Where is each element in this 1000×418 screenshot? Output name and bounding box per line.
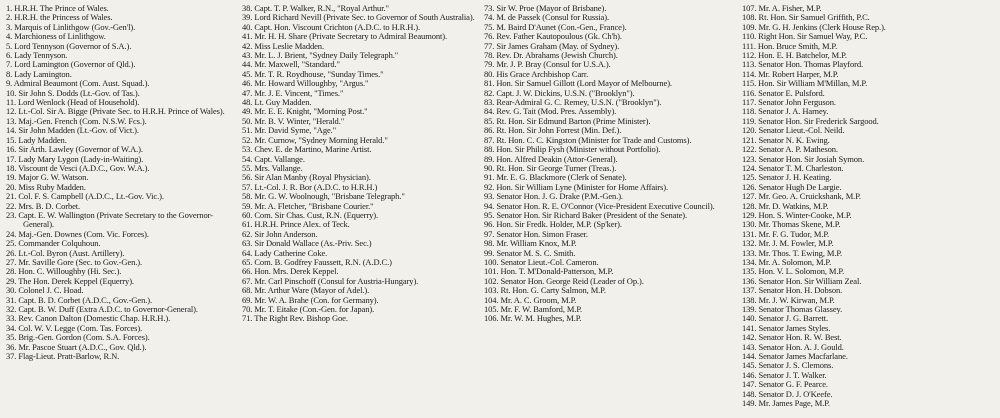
legend-entry: 78. Rev. Dr. Abrahams (Jewish Church). <box>484 50 618 61</box>
legend-entry: 112. Hon. E. H. Batchelor, M.P. <box>742 50 847 61</box>
legend-entry: 143. Senator Hon. A. J. Gould. <box>742 341 844 352</box>
legend-entry: 86. Rt. Hon. Sir John Forrest (Min. Def.). <box>484 125 622 136</box>
legend-entry: 122. Senator A. P. Matheson. <box>742 144 838 155</box>
legend-entry: 18. Viscount de Vesci (A.D.C., Gov. W.A.). <box>6 162 150 173</box>
legend-entry: 85. Rt. Hon. Sir Edmund Barton (Prime Minister). <box>484 115 651 126</box>
legend-entry: 105. Mr. F. W. Bamford, M.P. <box>484 304 583 314</box>
legend-entry: 93. Senator Hon. J. G. Drake (P.M.-Gen.). <box>484 191 623 202</box>
legend-entry: 124. Senator T. M. Charleston. <box>742 162 844 173</box>
legend-entry: 69. Mr. W. A. Brahe (Con. for Germany). <box>242 294 379 305</box>
legend-entry: 77. Sir James Graham (May. of Sydney). <box>484 40 620 51</box>
legend-entry: 10. Sir John S. Dodds (Lt.-Gov. of Tas.). <box>6 87 140 98</box>
legend-entry: 141. Senator James Styles. <box>742 322 831 333</box>
legend-entry: 76. Rev. Father Kautopoulous (Gk. Ch'h). <box>484 31 622 42</box>
legend-entry: 142. Senator Hon. R. W. Best. <box>742 332 842 343</box>
legend-entry: 73. Sir W. Proe (Mayor of Brisbane). <box>484 4 607 13</box>
legend-entry: 19. Major G. W. Watson. <box>6 172 89 183</box>
legend-entry: 134. Mr. A. Solomon, M.P. <box>742 256 832 267</box>
legend-entry: 125. Senator J. H. Keating. <box>742 172 832 183</box>
legend-entry: 42. Miss Leslie Madden. <box>242 40 324 51</box>
legend-entry: 131. Mr. F. G. Tudor, M.P. <box>742 228 830 239</box>
legend-list-4 <box>742 4 994 408</box>
legend-entry: 11. Lord Wenlock (Head of Household). <box>6 97 140 108</box>
legend-entry: 138. Mr. J. W. Kirwan, M.P. <box>742 294 835 305</box>
legend-entry: 51. Mr. David Syme, "Age." <box>242 125 337 136</box>
legend-entry: 108. Rt. Hon. Sir Samuel Griffith, P.C. <box>742 12 870 23</box>
legend-list-3 <box>484 4 742 324</box>
legend-entry: 25. Commander Colquhoun. <box>6 238 101 249</box>
legend-entry: 101. Hon. T. M'Donald-Patterson, M.P. <box>484 266 614 277</box>
legend-entry: 111. Hon. Bruce Smith, M.P. <box>742 40 838 51</box>
legend-entry: 52. Mr. Curnow, "Sydney Morning Herald." <box>242 134 388 145</box>
legend-entry: 75. M. Baird D'Aunet (Con.-Gen., France). <box>484 21 627 32</box>
legend-entry: 100. Senator Lieut.-Col. Cameron. <box>484 256 599 267</box>
legend-entry: 3. Marquis of Linlithgow (Gov.-Gen'l). <box>6 21 136 32</box>
legend-entry: 58. Mr. G. W. Woolnough, "Brisbane Telegraph." <box>242 191 405 202</box>
legend-entry: 84. Rev. G. Tait (Mod. Pres. Assembly). <box>484 106 617 117</box>
legend-entry: 35. Brig.-Gen. Gordon (Com. S.A. Forces). <box>6 332 150 343</box>
legend-entry: 63. Sir Donald Wallace (As.-Priv. Sec.) <box>242 238 372 249</box>
legend-entry: 30. Colonel J. C. Hoad. <box>6 285 84 296</box>
legend-entry: 26. Lt.-Col. Byron (Aust. Artillery). <box>6 247 125 258</box>
legend-entry: 95. Senator Hon. Sir Richard Baker (President of the Senate). <box>484 209 688 220</box>
legend-entry: 83. Rear-Admiral G. C. Remey, U.S.N. ("Brooklyn"). <box>484 97 662 108</box>
legend-entry: 89. Hon. Alfred Deakin (Attor-General). <box>484 153 618 164</box>
legend-entry: 74. M. de Passek (Consul for Russia). <box>484 12 609 23</box>
legend-entry: 65. Com. B. Godfrey Faussett, R.N. (A.D.C.) <box>242 256 392 267</box>
legend-entry: 33. Rev. Canon Dalton (Domestic Chap. H.R.H.). <box>6 313 171 324</box>
legend-entry: 135. Hon. V. L. Solomon, M.P. <box>742 266 845 277</box>
legend-entry: 149. Mr. James Page, M.P. <box>742 398 830 409</box>
legend-entry: 94. Senator Hon. R. E. O'Connor (Vice-President Executive Council). <box>484 200 715 211</box>
legend-entry: 17. Lady Mary Lygon (Lady-in-Waiting). <box>6 153 144 164</box>
legend-entry: 55. Mrs. Vallange. <box>242 162 303 173</box>
legend-entry: 22. Mrs. B. D. Corbet. <box>6 200 81 211</box>
legend-entry: 53. Chev. E. de Martino, Marine Artist. <box>242 144 372 155</box>
legend-entry: 39. Lord Richard Nevill (Private Sec. to Governor of South Australia). <box>242 12 475 23</box>
legend-entry: 62. Sir John Anderson. <box>242 228 318 239</box>
legend-entry: 68. Mr. Arthur Ware (Mayor of Adel.). <box>242 285 370 296</box>
legend-entry: 109. Mr. G. H. Jenkins (Clerk House Rep.). <box>742 21 886 32</box>
legend-entry: 24. Maj.-Gen. Downes (Com. Vic. Forces). <box>6 228 149 239</box>
legend-entry: 1. H.R.H. The Prince of Wales. <box>6 4 109 13</box>
legend-entry: 20. Miss Ruby Madden. <box>6 181 86 192</box>
legend-entry: 126. Senator Hugh De Largie. <box>742 181 842 192</box>
legend-entry: 137. Senator Hon. H. Dobson. <box>742 285 843 296</box>
legend-entry: 49. Mr. E. E. Knight, "Morning Post." <box>242 106 368 117</box>
legend-entry: 57. Lt.-Col. J. R. Bor (A.D.C. to H.R.H.) <box>242 181 378 192</box>
legend-entry: 15. Lady Madden. <box>6 134 67 145</box>
legend-entry: 139. Senator Thomas Glassey. <box>742 304 843 314</box>
legend-entry: 71. The Right Rev. Bishop Goe. <box>242 313 348 324</box>
legend-entry: 31. Capt. B. D. Corbet (A.D.C., Gov.-Gen.). <box>6 294 153 305</box>
legend-entry: 28. Hon. C. Willoughby (Hi. Sec.). <box>6 266 122 277</box>
legend-entry: 56. Sir Alan Manby (Royal Physician). <box>242 172 371 183</box>
legend-entry: 29. The Hon. Derek Keppel (Equerry). <box>6 275 134 286</box>
legend-entry: 90. Rt. Hon. Sir George Turner (Treas.). <box>484 162 617 173</box>
legend-entry: 97. Senator Hon. Simon Fraser. <box>484 228 588 239</box>
legend-entry: 116. Senator E. Pulsford. <box>742 87 825 98</box>
legend-entry: 70. Mr. T. Eitake (Con.-Gen. for Japan). <box>242 304 375 314</box>
legend-entry: 32. Capt. B. W. Duff (Extra A.D.C. to Governor-General). <box>6 304 198 314</box>
legend-entry: 114. Mr. Robert Harper, M.P. <box>742 68 839 79</box>
legend-entry: 88. Hon. Sir Philip Fysh (Minister without Portfolio). <box>484 144 661 155</box>
legend-entry: 61. H.R.H. Prince Alex. of Teck. <box>242 219 350 230</box>
legend-entry: 118. Senator J. A. Harney. <box>742 106 829 117</box>
legend-entry: 98. Mr. William Knox, M.P. <box>484 238 577 249</box>
legend-entry: 92. Hon. Sir William Lyne (Minister for Home Affairs). <box>484 181 668 192</box>
legend-column-2 <box>242 4 484 418</box>
legend-entry: 14. Sir John Madden (Lt.-Gov. of Vict.). <box>6 125 139 136</box>
legend-entry: 121. Senator N. K. Ewing. <box>742 134 830 145</box>
legend-entry: 9. Admiral Beaumont (Com. Aust. Squad.). <box>6 78 150 89</box>
legend-entry: 110. Right Hon. Sir Samuel Way, P.C. <box>742 31 868 42</box>
legend-entry: 27. Mr. Saville Gore (Sec. to Gov.-Gen.). <box>6 256 143 267</box>
legend-entry: 127. Mr. Geo. A. Cruickshank, M.P. <box>742 191 861 202</box>
legend-entry: 123. Senator Hon. Sir Josiah Symon. <box>742 153 865 164</box>
legend-entry: 81. Hon. Sir Samuel Gillott (Lord Mayor of Melbourne). <box>484 78 672 89</box>
legend-entry: 59. Mr. A. Fletcher, "Brisbane Courier." <box>242 200 374 211</box>
legend-entry: 47. Mr. J. E. Vincent, "Times." <box>242 87 344 98</box>
legend-entry: 148. Senator D. J. O'Keefe. <box>742 388 833 399</box>
legend-entry: 140. Senator J. G. Barrett. <box>742 313 829 324</box>
legend-entry: 64. Lady Catherine Coke. <box>242 247 328 258</box>
legend-entry: 129. Hon. S. Winter-Cooke, M.P. <box>742 209 852 220</box>
legend-entry: 6. Lady Tennyson. <box>6 50 68 61</box>
legend-entry: 43. Mr. L. J. Brient, "Sydney Daily Telegraph." <box>242 50 399 61</box>
legend-list-1 <box>6 4 242 361</box>
legend-entry: 2. H.R.H. the Princess of Wales. <box>6 12 113 23</box>
legend-entry: 147. Senator G. F. Pearce. <box>742 379 828 390</box>
legend-entry: 34. Col. W. V. Legge (Com. Tas. Forces). <box>6 322 143 333</box>
legend-entry: 40. Capt. Hon. Viscount Crichton (A.D.C. to H.R.H.). <box>242 21 421 32</box>
legend-entry: 117. Senator John Ferguson. <box>742 97 836 108</box>
legend-entry: 66. Hon. Mrs. Derek Keppel. <box>242 266 339 277</box>
legend-entry: 145. Senator J. S. Clemons. <box>742 360 834 371</box>
legend-entry: 96. Hon. Sir Fredk. Holder, M.P. (Sp'ker). <box>484 219 622 230</box>
legend-entry: 133. Mr. Thos. T. Ewing, M.P. <box>742 247 843 258</box>
legend-entry: 79. Mr. J. P. Bray (Consul for U.S.A.). <box>484 59 611 70</box>
legend-entry: 38. Capt. T. P. Walker, R.N., "Royal Arthur." <box>242 4 389 13</box>
legend-entry: 82. Capt. J. W. Dickins, U.S.N. ("Brooklyn"). <box>484 87 635 98</box>
legend-entry: 119. Senator Hon. Sir Frederick Sargood. <box>742 115 879 126</box>
legend-entry: 54. Capt. Vallange. <box>242 153 305 164</box>
legend-entry: 46. Mr. Howard Willoughby, "Argus." <box>242 78 369 89</box>
legend-entry: 144. Senator James Macfarlane. <box>742 351 848 362</box>
legend-entry: 136. Senator Hon. Sir William Zeal. <box>742 275 862 286</box>
legend-column-4 <box>742 4 994 418</box>
legend-entry: 12. Lt.-Col. Sir A. Bigge (Private Sec. to H.R.H. Prince of Wales). <box>6 106 225 117</box>
legend-entry: 102. Senator Hon. George Reid (Leader of Op.). <box>484 275 644 286</box>
legend-entry: 13. Maj.-Gen. French (Com. N.S.W. Fcs.). <box>6 115 147 126</box>
legend-entry: 80. His Grace Archbishop Carr. <box>484 68 589 79</box>
legend-entry: 8. Lady Lamington. <box>6 68 72 79</box>
legend-entry: 91. Mr. E. G. Blackmore (Clerk of Senate). <box>484 172 627 183</box>
legend-entry: 87. Rt. Hon. C. C. Kingston (Minister for Trade and Customs). <box>484 134 692 145</box>
legend-entry: 113. Senator Hon. Thomas Playford. <box>742 59 864 70</box>
legend-entry: 41. Mr. H. H. Share (Private Secretary to Admiral Beaumont). <box>242 31 448 42</box>
legend-entry: 132. Mr. J. M. Fowler, M.P. <box>742 238 834 249</box>
legend-entry: 48. Lt. Guy Madden. <box>242 97 312 108</box>
legend-entry: 45. Mr. T. R. Roydhouse, "Sunday Times." <box>242 68 384 79</box>
legend-entry: 4. Marchioness of Linlithgow. <box>6 31 106 42</box>
legend-entry: 106. Mr. W. M. Hughes, M.P. <box>484 313 582 324</box>
legend-entry: 21. Col. F. S. Campbell (A.D.C., Lt.-Gov. Vic.). <box>6 191 164 202</box>
legend-list-2 <box>242 4 484 324</box>
legend-entry: 115. Hon. Sir William M'Millan, M.P. <box>742 78 868 89</box>
legend-entry: 37. Flag-Lieut. Pratt-Barlow, R.N. <box>6 351 120 362</box>
legend-entry: 120. Senator Lieut.-Col. Neild. <box>742 125 845 136</box>
legend-entry: 130. Mr. Thomas Skene, M.P. <box>742 219 841 230</box>
legend-entry: 107. Mr. A. Fisher, M.P. <box>742 4 822 13</box>
legend-column-3 <box>484 4 742 418</box>
legend-entry: 99. Senator M. S. C. Smith. <box>484 247 576 258</box>
legend-entry: 128. Mr. D. Watkins, M.P. <box>742 200 829 211</box>
legend-entry: 50. Mr. B. V. Winter, "Herald." <box>242 115 345 126</box>
legend-entry: 103. Rt. Hon. G. Carty Salmon, M.P. <box>484 285 606 296</box>
legend-column-1 <box>6 4 242 418</box>
legend-entry: 44. Mr. Maxwell, "Standard." <box>242 59 340 70</box>
legend-entry: 16. Sir Arth. Lawley (Governor of W.A.). <box>6 144 143 155</box>
legend-entry: 36. Mr. Pascoe Stuart (A.D.C., Gov. Qld.). <box>6 341 147 352</box>
legend-entry: 7. Lord Lamington (Governor of Qld.). <box>6 59 136 70</box>
legend-entry: 23. Capt. E. W. Wallington (Private Secretary to the Governor-General). <box>6 209 213 230</box>
legend-entry: 60. Com. Sir Chas. Cust, R.N. (Equerry). <box>242 209 379 220</box>
legend-entry: 104. Mr. A. C. Groom, M.P. <box>484 294 577 305</box>
legend-entry: 5. Lord Tennyson (Governor of S.A.). <box>6 40 132 51</box>
legend-entry: 67. Mr. Carl Pinschoff (Consul for Austria-Hungary). <box>242 275 419 286</box>
legend-entry: 146. Senator J. T. Walker. <box>742 369 827 380</box>
